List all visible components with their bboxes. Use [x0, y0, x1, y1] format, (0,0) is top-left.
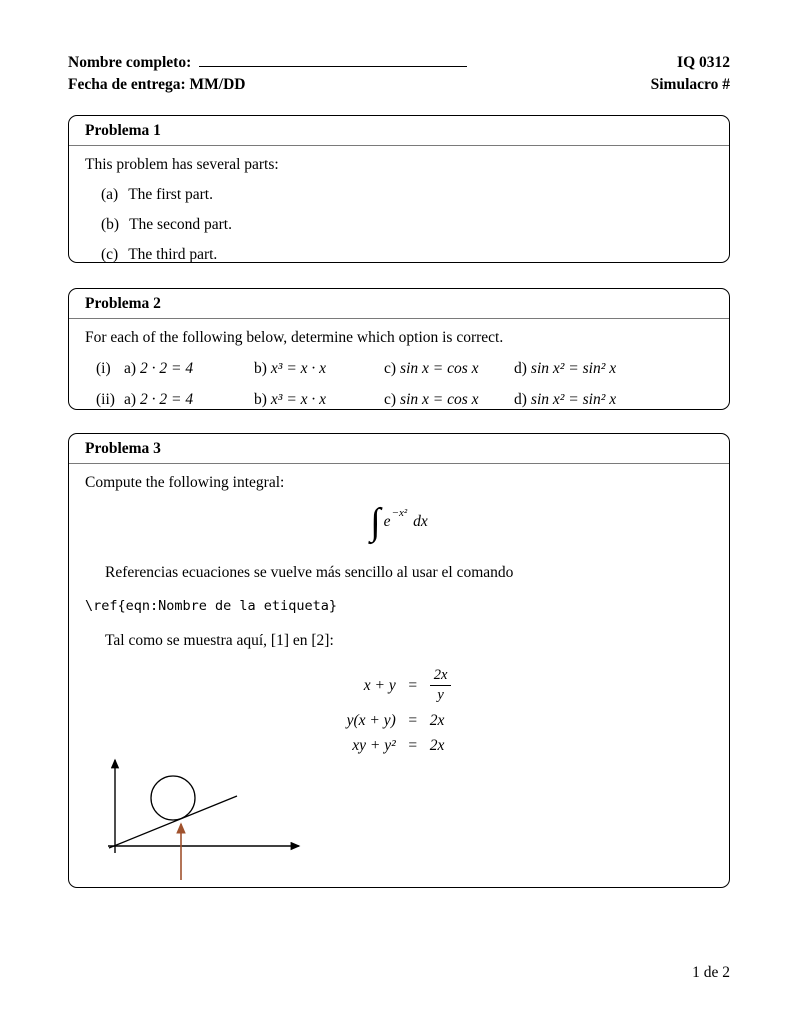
integral-symbol: ∫	[370, 500, 381, 543]
option	[514, 359, 616, 379]
problem-3-title: Problema 3	[69, 434, 729, 464]
option	[254, 390, 384, 410]
option	[254, 359, 384, 379]
options-row	[85, 390, 713, 410]
row-label: (ii)	[96, 391, 115, 408]
page-number: 1 de 2	[692, 964, 730, 981]
course-code: IQ 0312	[677, 54, 730, 71]
equation-rhs: 2x	[429, 711, 445, 729]
problem-1-box	[68, 115, 730, 263]
row-label: (i)	[96, 360, 111, 377]
option-key: c)	[384, 360, 397, 377]
integrand-exponent: −x²	[391, 507, 408, 519]
equation-lhs: x + y	[363, 676, 396, 694]
integrand-base: e	[383, 513, 391, 530]
option-formula: sin x = cos x	[400, 360, 479, 377]
option-formula: x³ = x · x	[270, 391, 327, 408]
due-date-label: Fecha de entrega: MM/DD	[68, 76, 246, 93]
name-blank-line	[199, 52, 467, 67]
item-label: (c)	[101, 246, 119, 263]
name-label: Nombre completo:	[68, 54, 192, 71]
option-key: d)	[514, 391, 527, 408]
item-label: (b)	[101, 216, 120, 233]
incline-line	[109, 796, 237, 848]
option-key: b)	[254, 360, 267, 377]
problem-1-title: Problema 1	[69, 116, 729, 146]
aligned-equations	[85, 667, 713, 755]
problem-2-box	[68, 288, 730, 410]
integral-display	[85, 499, 713, 545]
exam-number-label: Simulacro #	[650, 76, 730, 93]
problem-3-box	[68, 433, 730, 888]
option	[384, 390, 514, 410]
tangent-circle	[151, 776, 195, 820]
tangent-circle-figure	[97, 750, 312, 886]
option	[124, 359, 254, 379]
exam-header	[68, 52, 730, 96]
option-key: c)	[384, 391, 397, 408]
list-item	[101, 245, 713, 265]
equation-relation: =	[408, 676, 418, 694]
list-item	[101, 185, 713, 205]
equation-rhs	[430, 667, 452, 705]
option-key: b)	[254, 391, 267, 408]
option-formula: sin x² = sin² x	[530, 391, 617, 408]
item-text: The first part.	[128, 186, 213, 203]
problem-2-intro: For each of the following below, determine which option is correct.	[85, 329, 504, 346]
header-row-1	[68, 52, 730, 74]
item-text: The second part.	[129, 216, 232, 233]
option-key: d)	[514, 360, 527, 377]
option-formula: 2 · 2 = 4	[140, 391, 194, 408]
item-label: (a)	[101, 186, 119, 203]
paragraph-example: Tal como se muestra aquí, [1] en [2]:	[105, 632, 334, 649]
list-item	[101, 215, 713, 235]
header-row-2	[68, 74, 730, 96]
item-text: The third part.	[128, 246, 218, 263]
option-key: a)	[124, 360, 137, 377]
equation-lhs: y(x + y)	[346, 711, 396, 729]
option-formula: sin x = cos x	[400, 391, 479, 408]
options-row	[85, 359, 713, 379]
equation-lhs: xy + y²	[352, 736, 396, 754]
fraction-denominator: y	[437, 687, 444, 704]
option	[384, 359, 514, 379]
option-key: a)	[124, 391, 137, 408]
problem-3-intro: Compute the following integral:	[85, 474, 285, 491]
option-formula: sin x² = sin² x	[530, 360, 617, 377]
latex-ref-command: \ref{eqn:Nombre de la etiqueta}	[85, 598, 337, 614]
equation-relation: =	[408, 711, 418, 729]
equation-relation: =	[408, 736, 418, 754]
problem-2-title: Problema 2	[69, 289, 729, 319]
fraction-numerator: 2x	[430, 667, 452, 686]
option-formula: x³ = x · x	[270, 360, 327, 377]
fraction	[430, 667, 452, 705]
equation-rhs: 2x	[429, 736, 445, 754]
problem-1-intro: This problem has several parts:	[85, 156, 279, 173]
paragraph-references: Referencias ecuaciones se vuelve más sencillo al usar el comando	[105, 564, 514, 581]
option	[514, 390, 616, 410]
option	[124, 390, 254, 410]
option-formula: 2 · 2 = 4	[140, 360, 194, 377]
differential: dx	[413, 513, 428, 530]
